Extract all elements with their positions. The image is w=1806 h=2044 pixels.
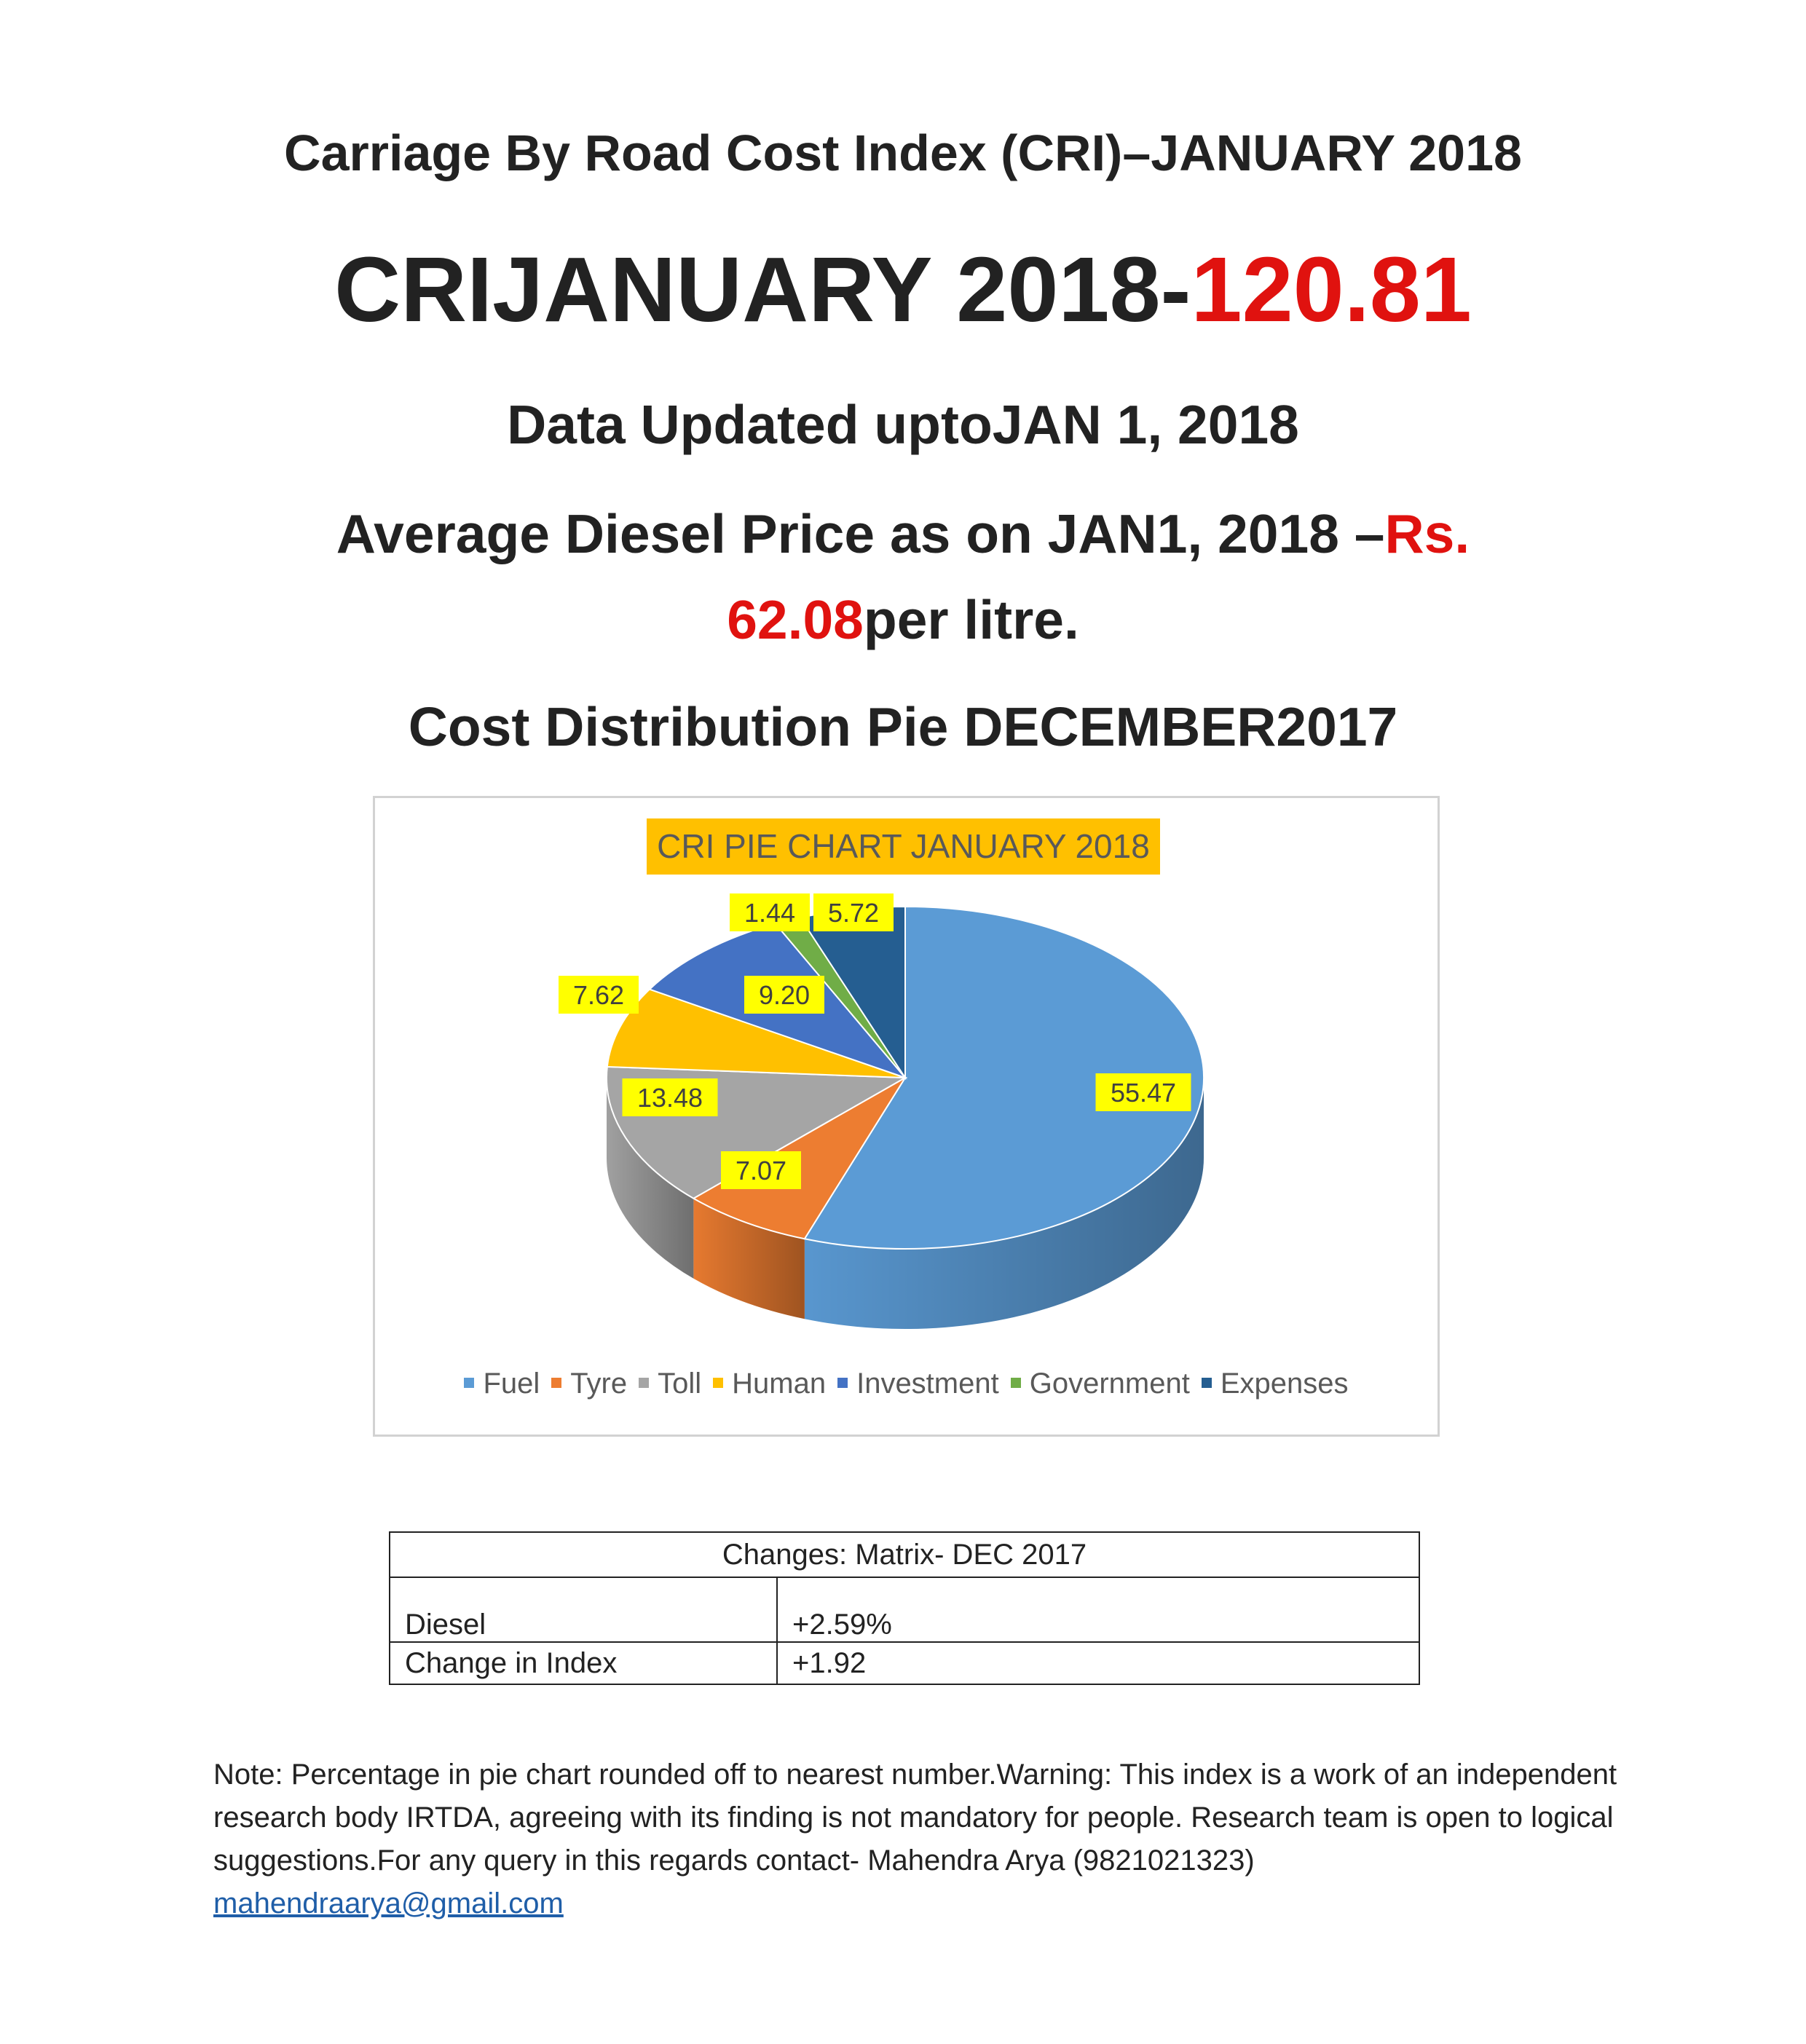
row-value-change-in-index: +1.92 (777, 1642, 1419, 1684)
table-row (390, 1642, 1419, 1684)
legend-swatch-fuel (464, 1378, 474, 1388)
contact-email-link[interactable]: mahendraarya@gmail.com (213, 1887, 564, 1919)
cri-headline-label: CRIJANUARY 2018- (334, 238, 1191, 341)
pie-label-fuel (1096, 1073, 1191, 1111)
legend-item-expenses (1202, 1368, 1349, 1400)
changes-matrix-title: Changes: Matrix- DEC 2017 (390, 1532, 1419, 1577)
svg-text:9.20: 9.20 (758, 980, 811, 1010)
legend-label-tyre: Tyre (570, 1368, 628, 1400)
changes-matrix-table (389, 1531, 1420, 1685)
legend-swatch-human (713, 1378, 723, 1388)
legend-swatch-toll (639, 1378, 649, 1388)
legend-swatch-expenses (1202, 1378, 1212, 1388)
legend-label-fuel: Fuel (483, 1368, 540, 1400)
pie-label-investment (744, 976, 824, 1014)
svg-text:7.07: 7.07 (735, 1156, 787, 1185)
cri-index-value: 120.81 (1191, 238, 1472, 341)
legend-label-government: Government (1029, 1368, 1190, 1400)
legend-item-government (1011, 1368, 1190, 1400)
diesel-price-value: 62.08 (727, 589, 864, 650)
legend-item-tyre (551, 1368, 627, 1400)
diesel-price-label: Average Diesel Price as on JAN1, 2018 – (336, 503, 1385, 564)
pie-label-government (730, 893, 810, 931)
legend-swatch-tyre (551, 1378, 561, 1388)
pie-chart-title: CRI PIE CHART JANUARY 2018 (647, 818, 1160, 875)
data-updated-line: Data Updated uptoJAN 1, 2018 (507, 394, 1299, 455)
legend-item-human (713, 1368, 826, 1400)
svg-text:13.48: 13.48 (636, 1083, 703, 1113)
legend-label-human: Human (732, 1368, 827, 1400)
legend-item-investment (837, 1368, 999, 1400)
svg-text:5.72: 5.72 (827, 898, 880, 928)
row-label-diesel: Diesel (390, 1577, 777, 1642)
pie-label-expenses (813, 893, 894, 931)
legend-label-toll: Toll (658, 1368, 702, 1400)
cost-distribution-heading: Cost Distribution Pie DECEMBER2017 (408, 696, 1398, 757)
footnote-text: Note: Percentage in pie chart rounded off to nearest number.Warning: This index is a work of an independent research body IRTDA, agreeing with its finding is not mandatory for people. Research team is open to logical suggestions.For any query in this regards contact- Mahendra Arya (9821021323) (213, 1759, 1617, 1877)
footnote (213, 1753, 1619, 1925)
legend-swatch-government (1011, 1378, 1021, 1388)
table-row (390, 1577, 1419, 1642)
pie-label-toll (623, 1078, 718, 1116)
report-subtitle: Carriage By Road Cost Index (CRI)–JANUARY 2018 (284, 125, 1522, 181)
svg-text:1.44: 1.44 (744, 898, 796, 928)
pie-label-human (559, 976, 639, 1014)
diesel-price-unit: per litre. (863, 589, 1079, 650)
legend-label-investment: Investment (856, 1368, 999, 1400)
legend-swatch-investment (837, 1378, 848, 1388)
legend-label-expenses: Expenses (1220, 1368, 1349, 1400)
svg-text:7.62: 7.62 (572, 980, 625, 1010)
svg-text:55.47: 55.47 (1110, 1078, 1177, 1108)
row-value-diesel: +2.59% (777, 1577, 1419, 1642)
pie-chart-legend (373, 1368, 1440, 1400)
legend-item-fuel (464, 1368, 540, 1400)
legend-item-toll (639, 1368, 701, 1400)
row-label-change-in-index: Change in Index (390, 1642, 777, 1684)
pie-label-tyre (721, 1151, 801, 1189)
diesel-currency: Rs. (1384, 503, 1470, 564)
